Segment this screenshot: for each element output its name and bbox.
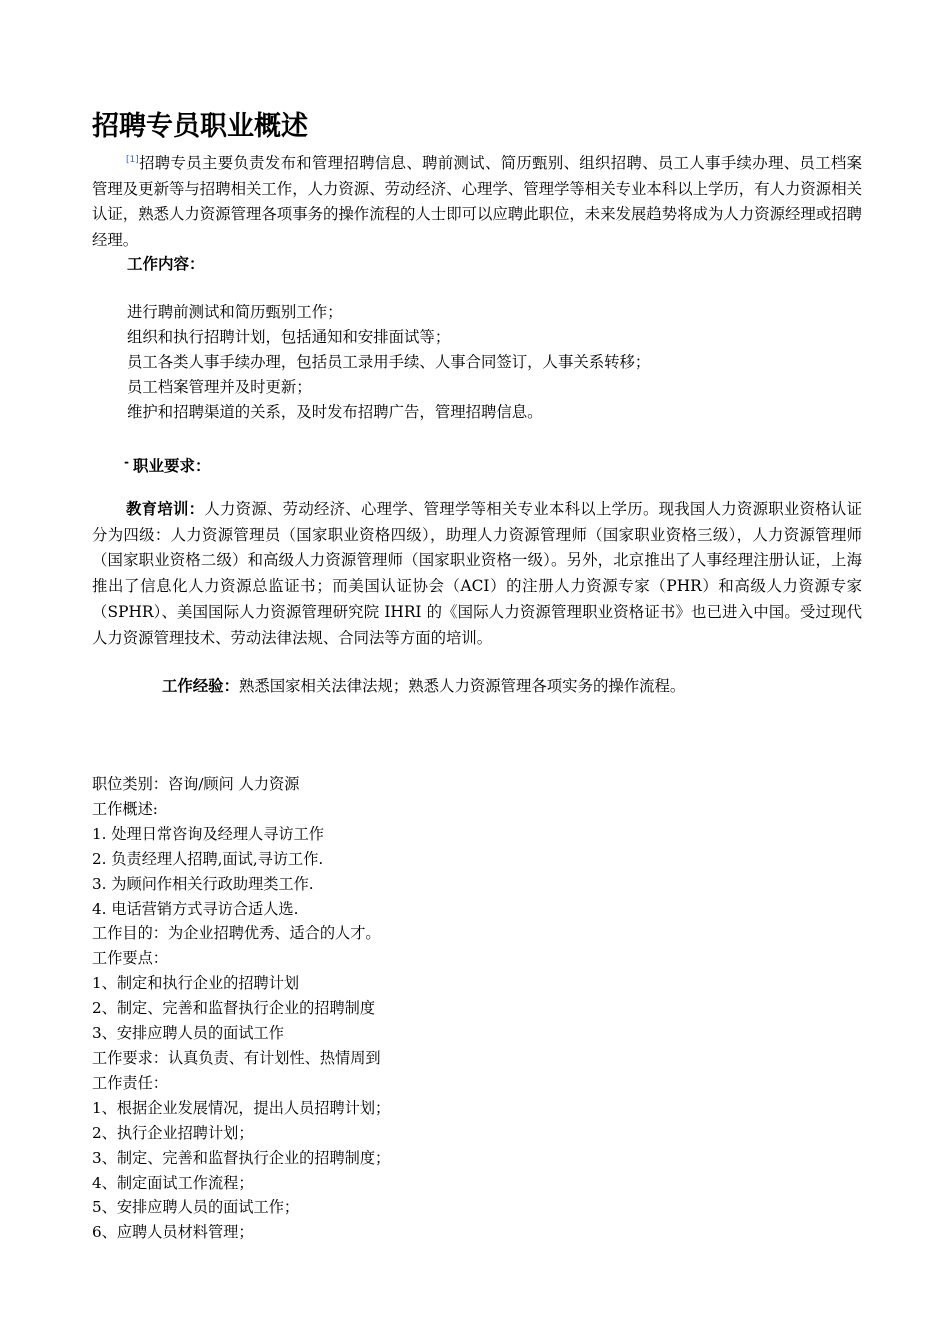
education-paragraph — [92, 497, 862, 651]
dash-marker: - — [124, 455, 129, 469]
list-item: 4、制定面试工作流程； — [92, 1173, 254, 1192]
page-title: 招聘专员职业概述 — [92, 111, 308, 142]
intro-text: 招聘专员主要负责发布和管理招聘信息、聘前测试、简历甄别、组织招聘、员工人事手续办理、员工档案管理及更新等与招聘相关工作，人力资源、劳动经济、心理学、管理学等相关专业本科以上学历，有人力资源相关认证，熟悉人力资源管理各项事务的操作流程的人士即可以应聘此职位，未来发展趋势将成为人力资源经理或招聘经理。 — [92, 154, 862, 250]
list-item: 2、执行企业招聘计划； — [92, 1123, 254, 1142]
list-item: 员工各类人事手续办理，包括员工录用手续、人事合同签订，人事关系转移； — [127, 353, 651, 371]
list-item: 4. 电话营销方式寻访合适人选. — [92, 899, 299, 918]
footnote-reference[interactable]: [1] — [126, 155, 139, 165]
list-item: 维护和招聘渠道的关系，及时发布招聘广告，管理招聘信息。 — [127, 403, 543, 421]
career-requirements-label: 职业要求： — [132, 457, 211, 475]
list-item: 职位类别：咨询/顾问 人力资源 — [92, 775, 300, 793]
intro-paragraph — [92, 148, 862, 254]
list-item: 工作概述: — [92, 799, 158, 818]
work-content-heading: 工作内容： — [127, 255, 205, 273]
list-item: 1、制定和执行企业的招聘计划 — [92, 974, 300, 993]
list-item: 3、制定、完善和监督执行企业的招聘制度； — [92, 1148, 391, 1167]
experience-text: 熟悉国家相关法律法规；熟悉人力资源管理各项实务的操作流程。 — [238, 677, 686, 695]
experience-label: 工作经验： — [162, 677, 239, 695]
list-item: 2. 负责经理人招聘,面试,寻访工作. — [92, 849, 324, 868]
list-item: 6、应聘人员材料管理； — [92, 1223, 254, 1242]
career-requirements-heading — [124, 450, 211, 478]
work-content-list — [127, 300, 650, 425]
education-text: 人力资源、劳动经济、心理学、管理学等相关专业本科以上学历。现我国人力资源职业资格认证分为四级：人力资源管理员（国家职业资格四级），助理人力资源管理师（国家职业资格三级），人力资源管理师（国家职业资格二级）和高级人力资源管理师（国家职业资格一级）。另外，北京推出了人事经理注册认证，上海推出了信息化人力资源总监证书；而美国认证协会（ACI）的注册人力资源专家（PHR）和高级人力资源专家（SPHR）、美国国际人力资源管理研究院 IHRI 的《国际人力资源管理职业资格证书》也已进入中国。受过现代人力资源管理技术、劳动法律法规、合同法等方面的培训。 — [92, 500, 862, 647]
list-item: 5、安排应聘人员的面试工作； — [92, 1198, 300, 1217]
education-label: 教育培训： — [126, 500, 205, 518]
list-item: 进行聘前测试和简历甄别工作； — [127, 303, 343, 321]
list-item: 组织和执行招聘计划，包括通知和安排面试等； — [127, 328, 451, 346]
list-item: 2、制定、完善和监督执行企业的招聘制度 — [92, 999, 376, 1018]
list-item: 工作要点： — [92, 949, 168, 968]
list-item: 工作责任： — [92, 1073, 168, 1092]
list-item: 工作要求：认真负责、有计划性、热情周到 — [92, 1048, 381, 1067]
list-item: 员工档案管理并及时更新； — [127, 378, 312, 396]
job-description-list — [92, 772, 390, 1245]
list-item: 工作目的：为企业招聘优秀、适合的人才。 — [92, 924, 381, 943]
list-item: 3. 为顾问作相关行政助理类工作. — [92, 874, 314, 893]
list-item: 1、根据企业发展情况，提出人员招聘计划； — [92, 1098, 391, 1117]
list-item: 1. 处理日常咨询及经理人寻访工作 — [92, 824, 324, 843]
list-item: 3、安排应聘人员的面试工作 — [92, 1024, 284, 1043]
experience-paragraph — [162, 674, 685, 699]
